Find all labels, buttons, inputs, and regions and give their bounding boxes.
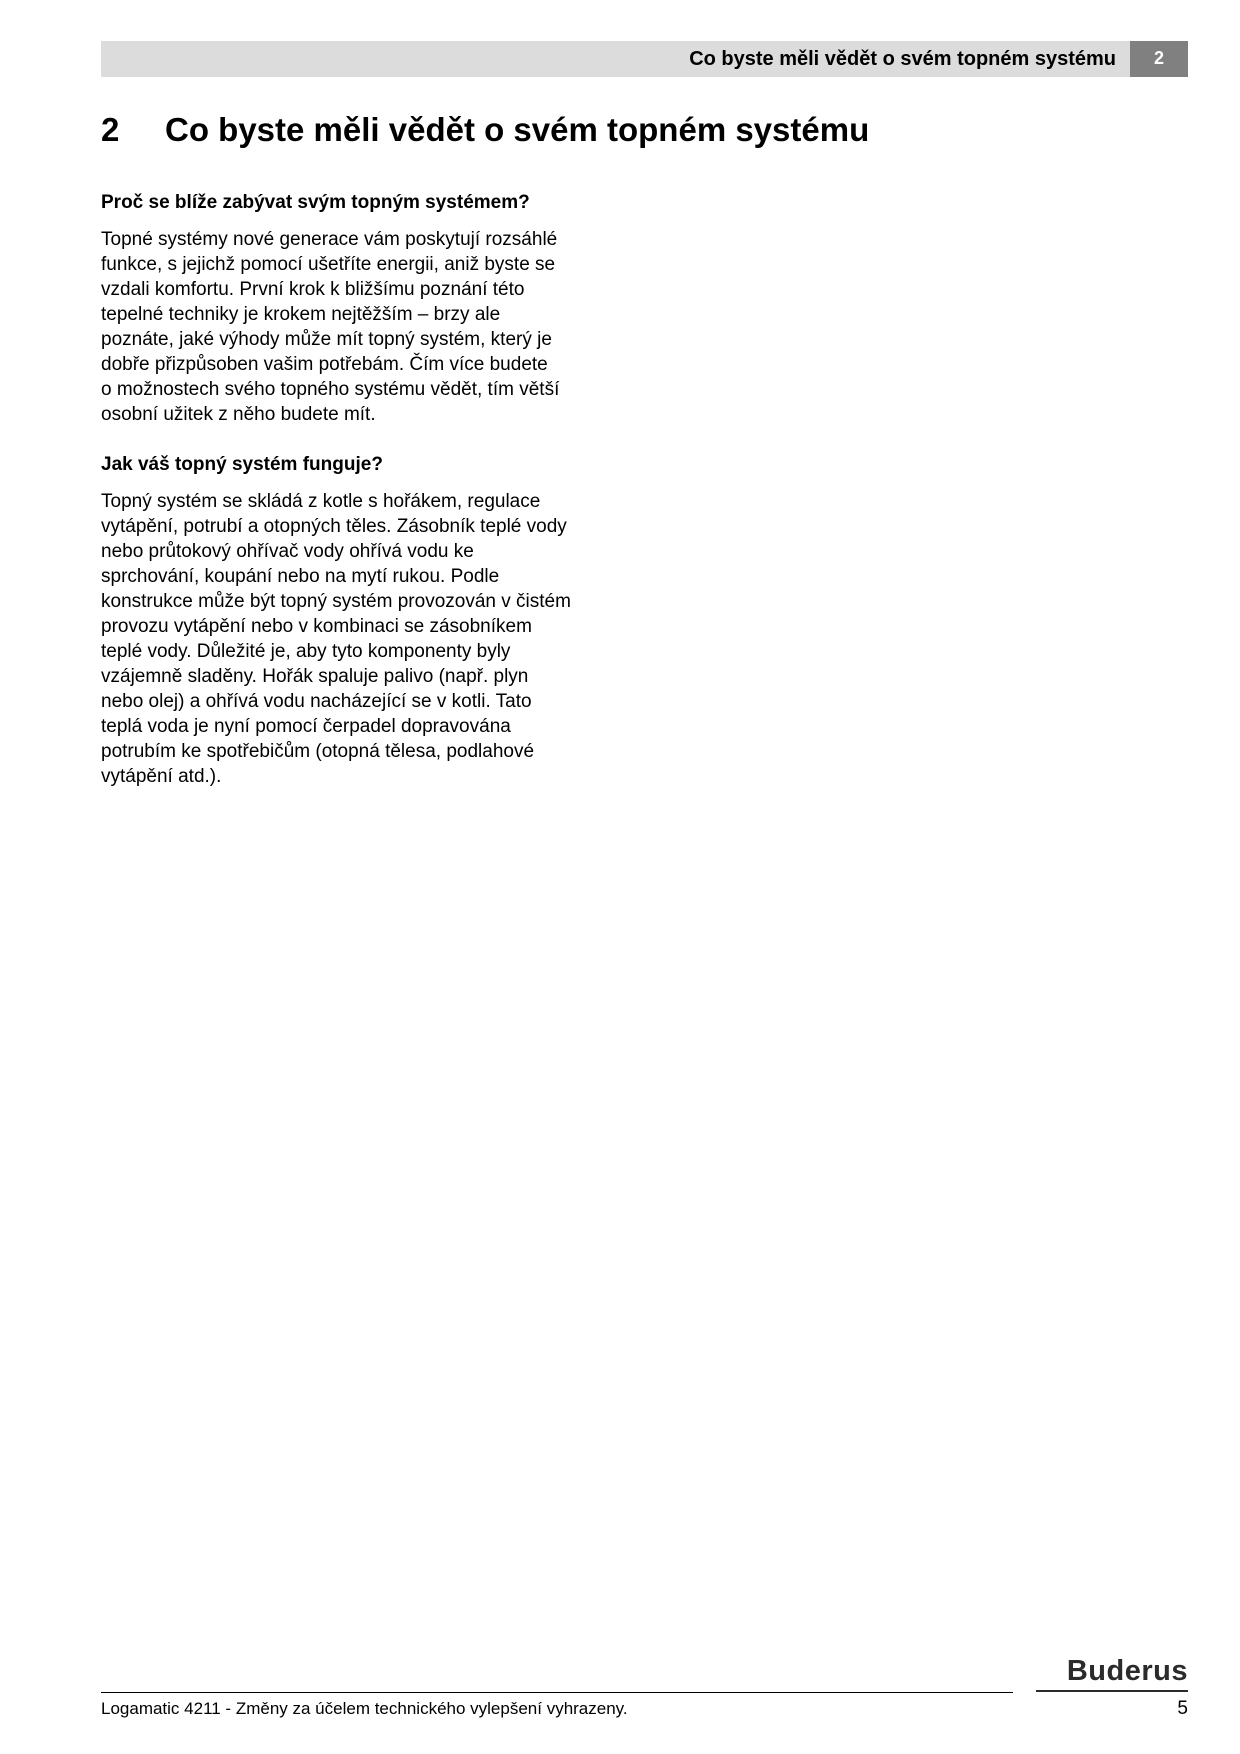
paragraph-line: nebo olej) a ohřívá vodu nacházející se v kotli. Tato bbox=[101, 691, 532, 712]
paragraph-line: nebo průtokový ohřívač vody ohřívá vodu ke bbox=[101, 541, 474, 562]
paragraph-line: Topné systémy nové generace vám poskytují rozsáhlé bbox=[101, 229, 558, 250]
paragraph-line: poznáte, jaké výhody může mít topný systém, který je bbox=[101, 329, 552, 350]
body-content bbox=[101, 190, 621, 814]
paragraph-line: konstrukce může být topný systém provozován v čistém bbox=[101, 591, 571, 612]
paragraph-line: Topný systém se skládá z kotle s hořákem, regulace bbox=[101, 491, 541, 512]
paragraph-line: provozu vytápění nebo v kombinaci se zásobníkem bbox=[101, 616, 532, 637]
section-paragraph bbox=[101, 227, 621, 427]
section-heading: Proč se blíže zabývat svým topným systémem? bbox=[101, 192, 530, 213]
paragraph-line: osobní užitek z něho budete mít. bbox=[101, 404, 376, 425]
section-heading: Jak váš topný systém funguje? bbox=[101, 454, 383, 475]
paragraph-line: vzájemně sladěny. Hořák spaluje palivo (např. plyn bbox=[101, 666, 529, 687]
chapter-number: 2 bbox=[101, 111, 120, 148]
section-paragraph bbox=[101, 489, 621, 789]
paragraph-line: teplé vody. Důležité je, aby tyto komponenty byly bbox=[101, 641, 511, 662]
paragraph-line: teplá voda je nyní pomocí čerpadel dopravována bbox=[101, 716, 511, 737]
running-header-title: Co byste měli vědět o svém topném systému bbox=[689, 48, 1116, 70]
paragraph-line: funkce, s jejichž pomocí ušetříte energii, aniž byste se bbox=[101, 254, 556, 275]
running-header bbox=[101, 41, 1188, 77]
paragraph-line: potrubím ke spotřebičům (otopná tělesa, podlahové bbox=[101, 741, 535, 762]
brand-name: Buderus bbox=[1066, 1655, 1188, 1687]
page-number: 5 bbox=[1177, 1698, 1188, 1719]
page-title bbox=[101, 108, 869, 152]
section-how bbox=[101, 452, 621, 789]
paragraph-line: sprchování, koupání nebo na mytí rukou. Podle bbox=[101, 566, 500, 587]
footer-divider bbox=[101, 1692, 1013, 1693]
paragraph-line: o možnostech svého topného systému vědět, tím větší bbox=[101, 379, 560, 400]
paragraph-line: vzdali komfortu. První krok k bližšímu poznání této bbox=[101, 279, 525, 300]
paragraph-line: vytápění atd.). bbox=[101, 766, 222, 787]
paragraph-line: tepelné techniky je krokem nejtěžším – brzy ale bbox=[101, 304, 501, 325]
section-why bbox=[101, 190, 621, 427]
chapter-tab: 2 bbox=[1130, 41, 1188, 77]
buderus-logo bbox=[1036, 1654, 1188, 1694]
chapter-title: Co byste měli vědět o svém topném systému bbox=[165, 111, 870, 148]
logo-underline bbox=[1036, 1690, 1188, 1692]
paragraph-line: vytápění, potrubí a otopných těles. Zásobník teplé vody bbox=[101, 516, 567, 537]
paragraph-line: dobře přizpůsoben vašim potřebám. Čím více budete bbox=[101, 354, 548, 375]
footer-text: Logamatic 4211 - Změny za účelem technického vylepšení vyhrazeny. bbox=[101, 1699, 628, 1718]
